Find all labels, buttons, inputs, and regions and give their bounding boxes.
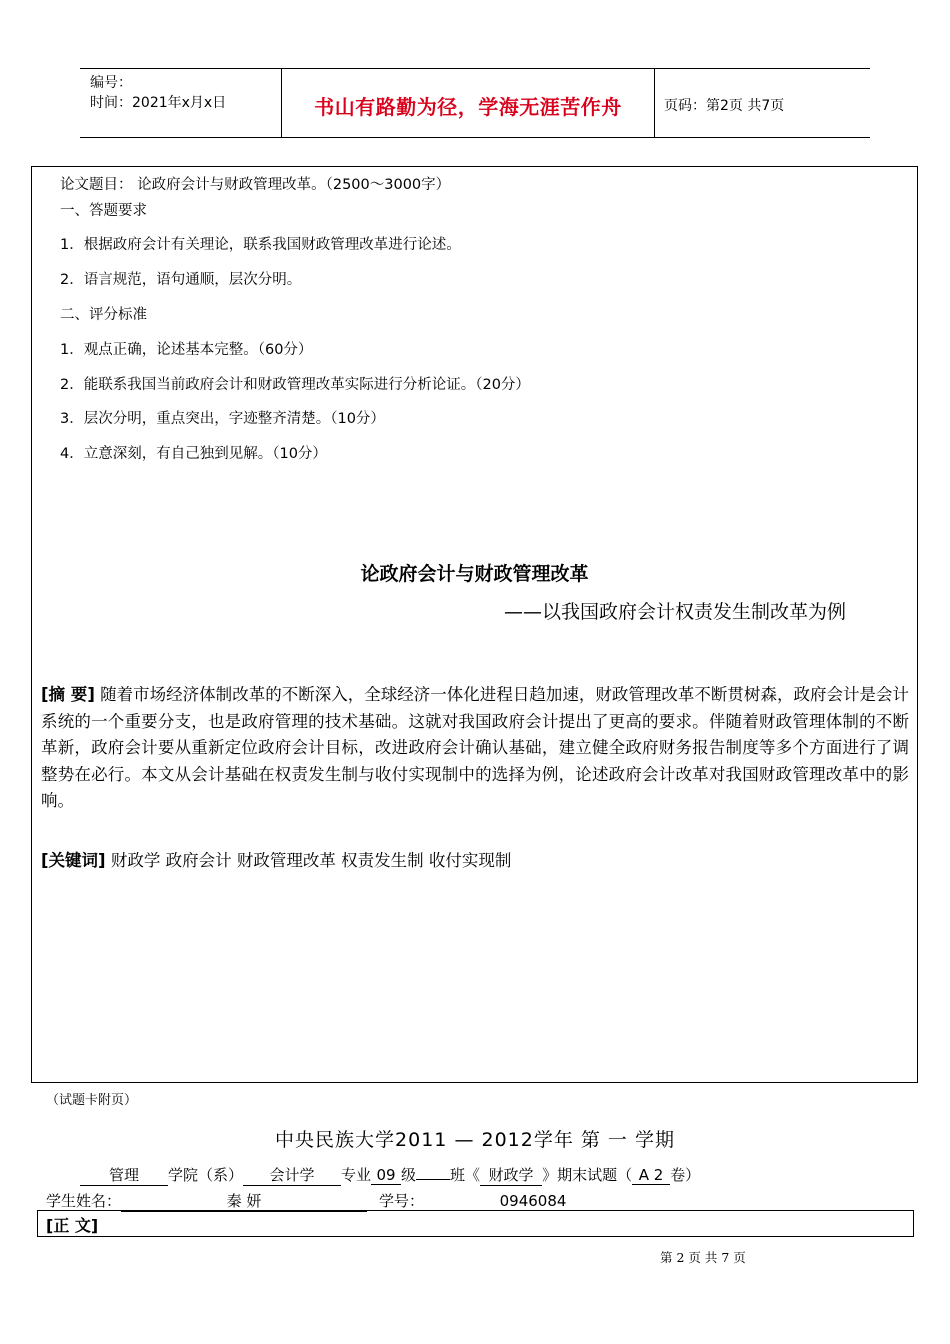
exam-title: 中央民族大学2011 — 2012学年 第 一 学期 xyxy=(275,1129,675,1151)
header-page-label: 页码：第2页 共7页 xyxy=(664,98,785,114)
body-section-box xyxy=(37,1210,914,1237)
abstract-text: 随着市场经济体制改革的不断深入，全球经济一体化进程日趋加速，财政管理改革不断贯树森，政府会计是会计系统的一个重要分支，也是政府管理的技术基础。这就对我国政府会计提出了更高的要求。伴随着财政管理体制的不断革新，政府会计要从重新定位政府会计目标，改进政府会计确认基础，建立健全政府财务报告制度等多个方面进行了调整势在必行。本文从会计基础在权责发生制与收付实现制中的选择为例，论述政府会计改革对我国财政管理改革中的影响。 xyxy=(41,685,910,810)
abstract-label: [摘 要] xyxy=(41,685,95,704)
student-id-field: 0946084 xyxy=(424,1192,642,1211)
requirement-item: 1．根据政府会计有关理论，联系我国财政管理改革进行论述。 xyxy=(60,237,461,253)
paper-suffix: 卷） xyxy=(670,1166,701,1184)
class-suffix: 班《 xyxy=(450,1166,481,1184)
essay-title: 论政府会计与财政管理改革 xyxy=(360,563,589,585)
essay-abstract xyxy=(41,682,909,815)
criteria-item: 4．立意深刻，有自己独到见解。（10分） xyxy=(60,446,327,462)
criteria-item: 1．观点正确，论述基本完整。（60分） xyxy=(60,342,313,358)
major-suffix: 专业 xyxy=(341,1166,372,1184)
time-label: 时间：2021年x月x日 xyxy=(90,95,227,111)
student-name-field: 秦 妍 xyxy=(121,1190,367,1212)
header-meta xyxy=(90,73,226,113)
exam-info-line xyxy=(80,1164,700,1186)
number-label: 编号： xyxy=(90,75,132,91)
attachment-note: （试题卡附页） xyxy=(46,1093,138,1108)
answer-sheet-box xyxy=(31,166,918,1083)
paper-field: A 2 xyxy=(632,1166,670,1185)
body-label: [正 文] xyxy=(46,1216,99,1235)
student-name-label: 学生姓名： xyxy=(46,1192,122,1210)
student-id-label: 学号： xyxy=(379,1192,425,1210)
major-field: 会计学 xyxy=(243,1164,341,1186)
criteria-item: 2．能联系我国当前政府会计和财政管理改革实际进行分析论证。（20分） xyxy=(60,377,530,393)
header-divider xyxy=(654,69,655,137)
section-requirements-heading: 一、答题要求 xyxy=(60,203,147,219)
essay-keywords xyxy=(41,847,511,871)
document-header xyxy=(80,68,870,138)
essay-subtitle: ——以我国政府会计权责发生制改革为例 xyxy=(504,601,847,623)
course-suffix: 》期末试题（ xyxy=(542,1166,633,1184)
criteria-item: 3．层次分明，重点突出，字迹整齐清楚。（10分） xyxy=(60,411,385,427)
keywords-text: 财政学 政府会计 财政管理改革 权责发生制 收付实现制 xyxy=(110,851,512,870)
college-field: 管理 xyxy=(80,1164,168,1186)
grade-field: 09 xyxy=(371,1166,401,1185)
page-footer: 第 2 页 共 7 页 xyxy=(660,1250,746,1265)
header-motto: 书山有路勤为径，学海无涯苦作舟 xyxy=(314,95,622,119)
college-suffix: 学院（系） xyxy=(168,1166,244,1184)
class-field xyxy=(416,1179,450,1180)
course-field: 财政学 xyxy=(480,1164,542,1186)
student-info-line xyxy=(46,1190,642,1212)
essay-topic: 论文题目： 论政府会计与财政管理改革。（2500～3000字） xyxy=(60,177,451,193)
requirement-item: 2．语言规范，语句通顺，层次分明。 xyxy=(60,272,302,288)
section-criteria-heading: 二、评分标准 xyxy=(60,307,147,323)
grade-suffix: 级 xyxy=(401,1166,417,1184)
keywords-label: [关键词] xyxy=(41,851,106,870)
